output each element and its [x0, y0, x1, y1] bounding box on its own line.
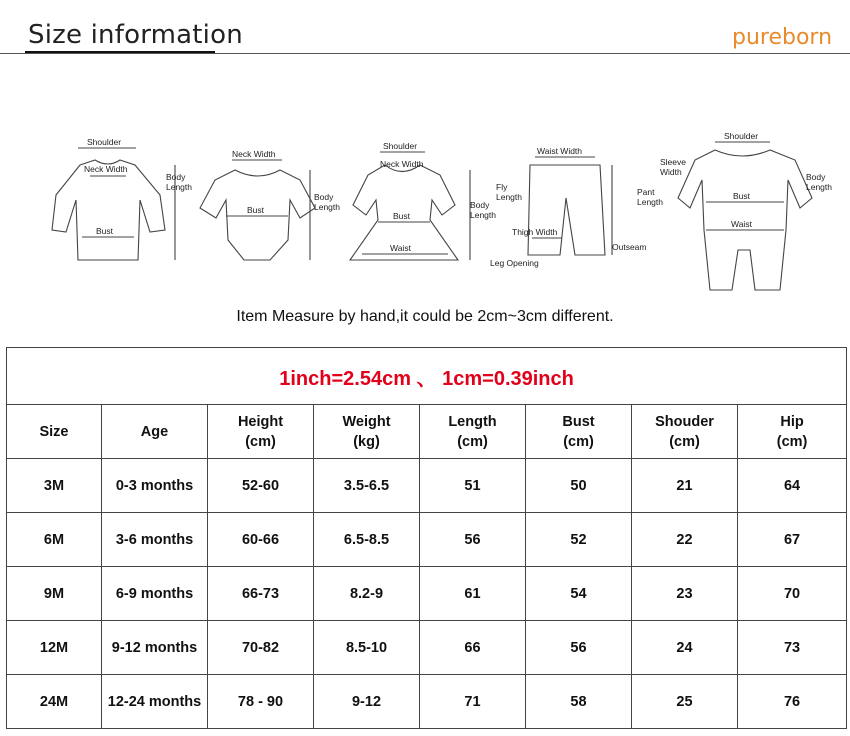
label-length: Length: [496, 192, 522, 202]
cell-bust: 50: [526, 459, 632, 513]
cell-hip: 64: [738, 459, 847, 513]
page-title: Size information: [28, 20, 243, 50]
cell-height: 60-66: [208, 513, 314, 567]
label-shoulder: Shoulder: [383, 141, 418, 151]
col-header-length: Length (cm): [420, 405, 526, 459]
label-thigh-width: Thigh Width: [512, 227, 558, 237]
table-row: [7, 675, 847, 729]
label-neck-width: Neck Width: [232, 149, 276, 159]
label-outseam: Outseam: [612, 242, 647, 252]
cell-age: 0-3 months: [102, 459, 208, 513]
label-length: Length: [470, 210, 496, 220]
label-body: Body: [470, 200, 490, 210]
label-sleeve: Sleeve: [660, 157, 686, 167]
cell-bust: 52: [526, 513, 632, 567]
cell-hip: 76: [738, 675, 847, 729]
header-divider: [0, 53, 850, 54]
cell-shoulder: 25: [632, 675, 738, 729]
measurement-note: Item Measure by hand,it could be 2cm~3cm different.: [236, 308, 614, 325]
cell-shoulder: 23: [632, 567, 738, 621]
col-header-bust: Bust (cm): [526, 405, 632, 459]
label-fly: Fly: [496, 182, 508, 192]
label-waist: Waist: [390, 243, 411, 253]
cell-length: 61: [420, 567, 526, 621]
label-leg-opening: Leg Opening: [490, 258, 539, 268]
cell-bust: 58: [526, 675, 632, 729]
cell-age: 3-6 months: [102, 513, 208, 567]
cell-size: 3M: [7, 459, 102, 513]
header-row: [7, 405, 847, 459]
label-waist: Waist: [731, 219, 752, 229]
cell-shoulder: 22: [632, 513, 738, 567]
label-pant: Pant: [637, 187, 655, 197]
cell-age: 9-12 months: [102, 621, 208, 675]
romper-illustration: [678, 142, 812, 290]
cell-hip: 67: [738, 513, 847, 567]
table-row: [7, 459, 847, 513]
label-length: Length: [806, 182, 832, 192]
cell-height: 70-82: [208, 621, 314, 675]
col-header-size: Size: [7, 405, 102, 459]
table-row: [7, 567, 847, 621]
cell-length: 71: [420, 675, 526, 729]
label-waist-width: Waist Width: [537, 146, 583, 156]
label-neck-width: Neck Width: [380, 159, 424, 169]
col-header-height: Height (cm): [208, 405, 314, 459]
unit-conversion: 1inch=2.54cm 、 1cm=0.39inch: [7, 348, 847, 405]
cell-height: 66-73: [208, 567, 314, 621]
garment-diagrams: [0, 120, 850, 300]
table-row: [7, 621, 847, 675]
label-body: Body: [166, 172, 186, 182]
label-shoulder: Shoulder: [87, 137, 122, 147]
label-body: Body: [314, 192, 334, 202]
col-header-weight: Weight (kg): [314, 405, 420, 459]
table-row: [7, 513, 847, 567]
cell-shoulder: 21: [632, 459, 738, 513]
cell-shoulder: 24: [632, 621, 738, 675]
col-header-shoulder: Shouder (cm): [632, 405, 738, 459]
cell-size: 6M: [7, 513, 102, 567]
cell-weight: 8.5-10: [314, 621, 420, 675]
cell-weight: 6.5-8.5: [314, 513, 420, 567]
pants-illustration: [528, 157, 612, 255]
cell-length: 66: [420, 621, 526, 675]
label-bust: Bust: [393, 211, 411, 221]
cell-size: 9M: [7, 567, 102, 621]
label-length: Length: [637, 197, 663, 207]
cell-bust: 56: [526, 621, 632, 675]
cell-age: 12-24 months: [102, 675, 208, 729]
cell-weight: 3.5-6.5: [314, 459, 420, 513]
label-bust: Bust: [733, 191, 751, 201]
col-header-age: Age: [102, 405, 208, 459]
header: [0, 0, 850, 56]
cell-bust: 54: [526, 567, 632, 621]
cell-weight: 8.2-9: [314, 567, 420, 621]
cell-height: 52-60: [208, 459, 314, 513]
cell-hip: 73: [738, 621, 847, 675]
cell-length: 56: [420, 513, 526, 567]
label-neck-width: Neck Width: [84, 164, 128, 174]
pureborn-logo-icon: [732, 22, 832, 52]
cell-size: 24M: [7, 675, 102, 729]
conversion-row: [7, 348, 847, 405]
label-body: Body: [806, 172, 826, 182]
label-length: Length: [166, 182, 192, 192]
cell-height: 78 - 90: [208, 675, 314, 729]
label-bust: Bust: [96, 226, 114, 236]
label-length: Length: [314, 202, 340, 212]
label-width: Width: [660, 167, 682, 177]
cell-length: 51: [420, 459, 526, 513]
label-shoulder: Shoulder: [724, 131, 759, 141]
cell-age: 6-9 months: [102, 567, 208, 621]
col-header-hip: Hip (cm): [738, 405, 847, 459]
cell-hip: 70: [738, 567, 847, 621]
cell-weight: 9-12: [314, 675, 420, 729]
svg-text:pureborn: pureborn: [732, 25, 832, 50]
label-bust: Bust: [247, 205, 265, 215]
cell-size: 12M: [7, 621, 102, 675]
measurement-illustrations: [0, 120, 850, 300]
size-chart-table: [6, 347, 847, 729]
